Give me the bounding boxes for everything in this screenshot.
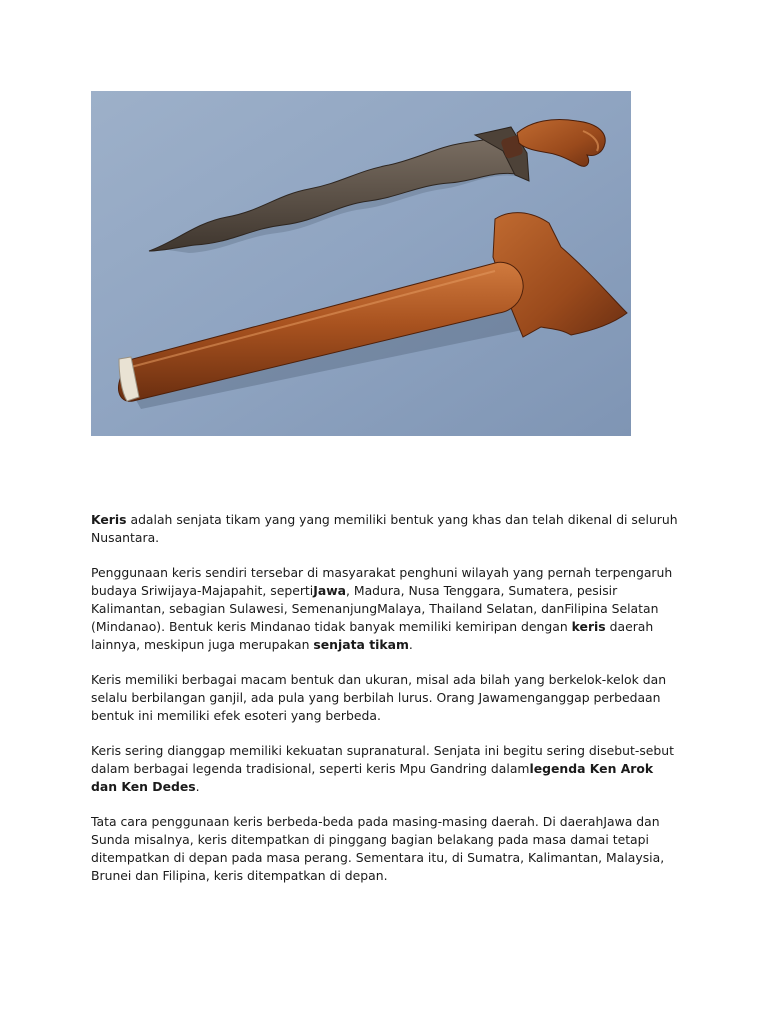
text-run: Penggunaan keris sendiri tersebar di masyarakat penghuni wilayah yang pernah terpengaruh budaya Sriwijaya-Majapahit, seperti <box>91 565 673 598</box>
text-run: Keris memiliki berbagai macam bentuk dan ukuran, misal ada bilah yang berkelok-kelok dan selalu berbilangan ganjil, ada pula yang berbilah lurus. Orang Jawamenganggap perbedaan bentuk ini memiliki efek esoteri yang berbeda. <box>91 672 667 723</box>
paragraph <box>91 564 681 654</box>
text-run: . <box>408 637 413 652</box>
paragraph <box>91 511 681 547</box>
bold-text: Jawa <box>313 583 347 598</box>
text-run: adalah senjata tikam yang yang memiliki bentuk yang khas dan telah dikenal di seluruh Nusantara. <box>91 512 678 545</box>
paragraph <box>91 742 681 796</box>
bold-text: legenda Ken Arok dan Ken Dedes <box>91 761 654 794</box>
text-run: Tata cara penggunaan keris berbeda-beda pada masing-masing daerah. Di daerahJawa dan Sunda misalnya, keris ditempatkan di pinggang bagian belakang pada masa damai tetapi ditempatkan di depan pada masa perang. Sementara itu, di Sumatra, Kalimantan, Malaysia, Brunei dan Filipina, keris ditempatkan di depan. <box>91 814 665 883</box>
article-text <box>91 511 681 902</box>
paragraph <box>91 813 681 885</box>
text-run: Keris sering dianggap memiliki kekuatan supranatural. Senjata ini begitu sering disebut-sebut dalam berbagai legenda tradisional, seperti keris Mpu Gandring dalam <box>91 743 674 776</box>
bold-text: senjata tikam <box>313 637 409 652</box>
bold-text: keris <box>571 619 606 634</box>
keris-photo <box>91 91 631 436</box>
text-run: . <box>195 779 200 794</box>
bold-text: Keris <box>91 512 127 527</box>
paragraph <box>91 671 681 725</box>
text-run: , Madura, Nusa Tenggara, Sumatera, pesisir Kalimantan, sebagian Sulawesi, SemenanjungMalaya, Thailand Selatan, danFilipina Selatan (Mindanao). Bentuk keris Mindanao tidak banyak memiliki kemiripan dengan <box>91 583 659 634</box>
text-run: daerah lainnya, meskipun juga merupakan <box>91 619 654 652</box>
